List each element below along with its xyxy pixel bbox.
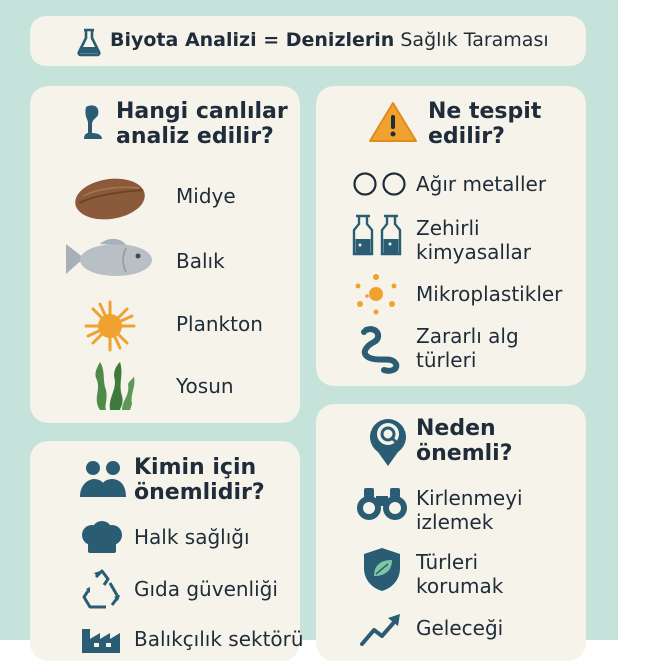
item-label: Yosun [176, 374, 234, 398]
item-label: Gıda güvenliği [134, 577, 278, 601]
people-icon [78, 459, 128, 499]
magnifier-pin-icon [366, 414, 410, 468]
seahorse-icon [78, 102, 108, 144]
who-heading: Kimin için önemlidir? [134, 455, 265, 505]
recycle-icon [80, 569, 124, 611]
factory-icon [80, 625, 124, 655]
growth-chart-icon [358, 610, 404, 650]
item-label: Zararlı alg türleri [416, 324, 519, 372]
item-label: Balık [176, 249, 225, 273]
flask-icon [74, 27, 104, 57]
item-label: Türleri korumak [416, 550, 504, 598]
title-banner [30, 16, 586, 66]
detected-heading: Ne tespit edilir? [428, 99, 542, 149]
why-card [316, 404, 586, 661]
microplastics-icon [352, 272, 402, 316]
mussel-icon [73, 176, 147, 222]
fish-icon [64, 236, 154, 282]
detected-card [316, 86, 586, 386]
binoculars-icon [356, 486, 408, 522]
why-heading: Neden önemli? [416, 416, 513, 466]
item-label: Plankton [176, 312, 263, 336]
item-label: Halk sağlığı [134, 525, 250, 549]
item-label: Mikroplastikler [416, 282, 563, 306]
algae-icon [352, 324, 402, 374]
analyzed-heading: Hangi canlılar analiz edilir? [116, 99, 288, 149]
chef-hat-icon [80, 521, 124, 555]
who-card [30, 441, 304, 661]
plankton-icon [82, 298, 138, 354]
shield-leaf-icon [362, 546, 402, 592]
warning-icon [368, 100, 418, 144]
chemical-bottles-icon [350, 212, 406, 258]
heavy-metals-icon [352, 171, 408, 197]
item-label: Zehirli kimyasallar [416, 216, 531, 264]
item-label: Midye [176, 184, 236, 208]
item-label: Kirlenmeyi izlemek [416, 486, 523, 534]
page-title: Biyota Analizi = Denizlerin Sağlık Taraması [110, 29, 549, 51]
item-label: Ağır metaller [416, 172, 547, 196]
analyzed-organisms-card [30, 86, 300, 423]
seaweed-icon [90, 360, 136, 412]
item-label: Geleceği [416, 616, 504, 640]
item-label: Balıkçılık sektörü [134, 627, 304, 651]
